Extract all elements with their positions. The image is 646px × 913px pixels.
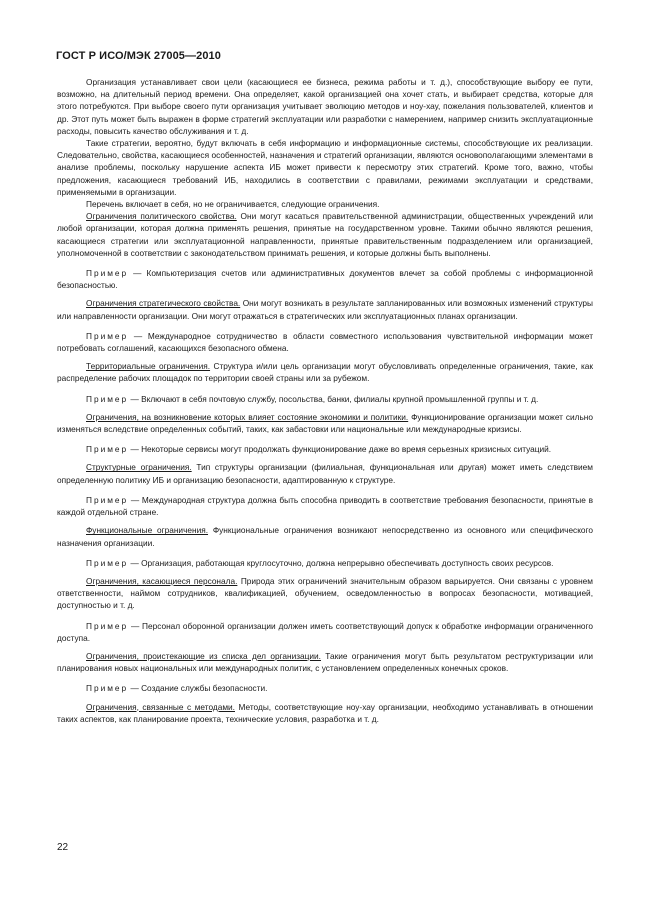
document-body: [57, 76, 593, 725]
example-label: Пример: [86, 444, 129, 455]
constraint-heading: Ограничения, связанные с методами.: [86, 701, 235, 712]
paragraph: [57, 701, 593, 725]
paragraph-text: — Международное сотрудничество в области совместного использования чувствительной информации может потребовать соглашений, касающихся безопасного обмена.: [57, 330, 593, 354]
paragraph-text: Функциональные ограничения возникают непосредственно из основного или специфического назначения организации.: [57, 525, 593, 548]
example-label: Пример: [86, 268, 129, 279]
example-paragraph: [57, 557, 593, 569]
constraint-heading: Функциональные ограничения.: [86, 525, 209, 536]
constraint-heading: Территориальные ограничения.: [86, 361, 211, 372]
page-header: ГОСТ Р ИСО/МЭК 27005—2010: [56, 50, 221, 62]
paragraph-text: Они могут возникать в результате запланированных или возможных изменений структуры или направленности организации. Они могут отражаться в стратегических или эксплуатационных планах организации.: [57, 298, 593, 321]
paragraph-text: Природа этих ограничений значительным образом варьируется. Они связаны с уровнем ответственности, наймом сотрудников, квалификацией, обучением, осведомленностью в вопросах безопасности, мотивацией, доступностью и т. д.: [57, 575, 593, 611]
example-paragraph: [57, 620, 593, 644]
example-paragraph: [57, 330, 593, 354]
paragraph: [57, 650, 593, 674]
example-label: Пример: [86, 557, 129, 568]
example-label: Пример: [86, 683, 129, 694]
constraint-heading: Ограничения, касающиеся персонала.: [86, 575, 238, 586]
paragraph-text: — Международная структура должна быть способна приводить в соответствие требования безопасности, принятые в каждой отдельной стране.: [57, 494, 593, 518]
constraint-heading: Ограничения стратегического свойства.: [86, 298, 241, 309]
paragraph-text: Такие стратегии, вероятно, будут включать в себя информацию и информационные системы, способствующие их реализации. Следовательно, свойства, касающиеся особенностей, назначения и стратегий организации, являются основополагающими элементами в анализе проблемы, поскольку нарушение аспекта ИБ может привести к пересмотру этих стратегий. Кроме того, важно, чтобы предложения, касающиеся требований ИБ, находились в соответствии с правилами, режимами эксплуатации и средствами, применяемыми в организации.: [57, 138, 593, 197]
page-number: 22: [57, 842, 69, 853]
paragraph: [57, 360, 593, 384]
paragraph: [57, 76, 593, 137]
example-paragraph: [57, 494, 593, 518]
paragraph: [57, 575, 593, 612]
constraint-heading: Ограничения политического свойства.: [86, 211, 237, 222]
paragraph: [57, 411, 593, 435]
paragraph: [57, 210, 593, 259]
paragraph: [57, 198, 593, 210]
paragraph-text: — Некоторые сервисы могут продолжать функционирование даже во время серьезных кризисных ситуаций.: [128, 444, 552, 455]
paragraph-text: Они могут касаться правительственной администрации, общественных учреждений или любой организации, которая должна применять решения, принятые на государственном уровне. Такими обычно являются решения, касающиеся стратегии или эксплуатационной направленности, принятые правительственным подразделением или организацией, уполномоченной в соответствии с законодательством принимать решения, и которые должны быть выполнены.: [57, 211, 593, 258]
paragraph-text: — Включают в себя почтовую службу, посольства, банки, филиалы крупной промышленной группы и т. д.: [128, 393, 539, 404]
paragraph-text: — Создание службы безопасности.: [128, 683, 268, 694]
example-label: Пример: [86, 393, 129, 404]
paragraph: [57, 297, 593, 321]
example-paragraph: [57, 443, 593, 455]
constraint-heading: Ограничения, на возникновение которых влияет состояние экономики и политики.: [86, 411, 409, 422]
paragraph: [57, 461, 593, 485]
paragraph-text: Структура и/или цель организации могут обусловливать определенные ограничения, такие, как распределение рабочих площадок по территории своей страны или за рубежом.: [57, 361, 594, 384]
paragraph: [57, 524, 593, 548]
example-label: Пример: [86, 494, 129, 505]
paragraph-text: — Компьютеризация счетов или административных документов влечет за собой проблемы с информационной безопасностью.: [57, 268, 593, 291]
example-paragraph: [57, 267, 593, 291]
example-paragraph: [57, 393, 593, 405]
example-paragraph: [57, 682, 593, 694]
paragraph-text: Функционирование организации может сильно изменяться вследствие определенных событий, таких, как забастовки или национальные или международные кризисы.: [57, 411, 593, 435]
paragraph: [57, 137, 593, 198]
constraint-heading: Структурные ограничения.: [86, 462, 192, 473]
paragraph-text: Организация устанавливает свои цели (касающиеся ее бизнеса, режима работы и т. д.), способствующие выбору ее пути, возможно, на длительный период времени. Она определяет, какой организацией она хочет стать, и выбирает средства, которые для этого потребуются. При выборе своего пути организация учитывает эволюцию методов и ноу-хау, пожелания пользователей, клиентов и др. Этот путь может быть выражен в форме стратегий эксплуатации или разработки с намерением, например снизить эксплуатационные расходы, повысить качество обслуживания и т. д.: [57, 77, 593, 136]
paragraph-text: Тип структуры организации (филиальная, функциональная или другая) может иметь следствием определенную политику ИБ и организацию безопасности, адаптированную к структуре.: [57, 462, 593, 485]
paragraph-text: Перечень включает в себя, но не ограничивается, следующие ограничения.: [86, 199, 380, 210]
paragraph-text: — Организация, работающая круглосуточно, должна непрерывно обеспечивать доступность своих ресурсов.: [128, 557, 554, 568]
constraint-heading: Ограничения, проистекающие из списка дел организации.: [86, 650, 321, 661]
paragraph-text: — Персонал оборонной организации должен иметь соответствующий допуск к обработке информации ограниченного доступа.: [57, 620, 593, 643]
paragraph-text: Такие ограничения могут быть результатом реструктуризации или планирования новых национальных или международных политик, с установлением определенных конечных сроков.: [57, 650, 593, 674]
paragraph-text: Методы, соответствующие ноу-хау организации, необходимо устанавливать в отношении таких аспектов, как планирование проекта, технические условия, разработка и т. д.: [57, 701, 593, 724]
example-label: Пример: [86, 620, 129, 631]
example-label: Пример: [86, 330, 129, 341]
